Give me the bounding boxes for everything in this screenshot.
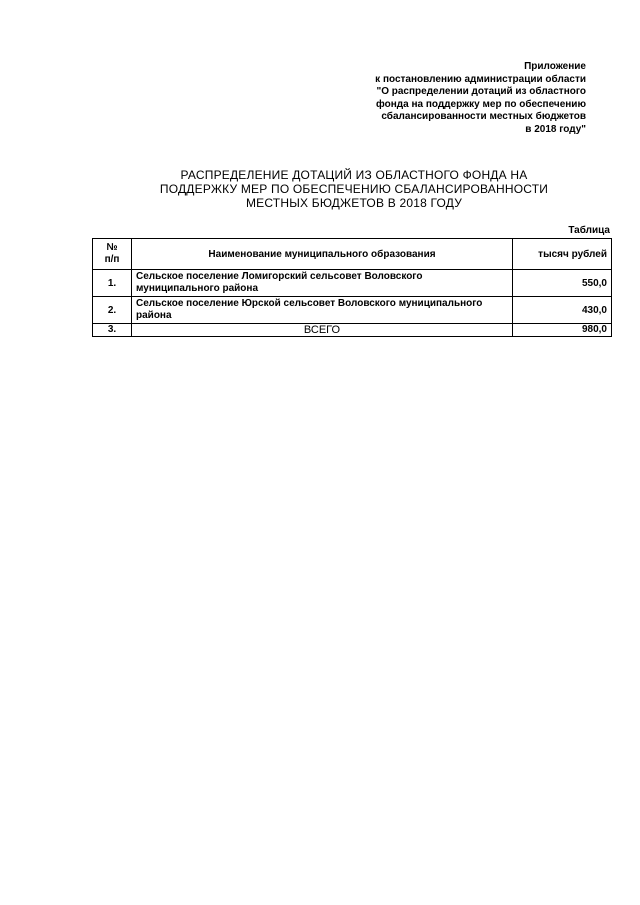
appendix-line: в 2018 году": [525, 123, 586, 135]
table-label: Таблица: [568, 225, 610, 236]
header-number-line2: п/п: [104, 254, 120, 265]
header-number: [93, 239, 132, 270]
total-value: 980,0: [513, 324, 612, 337]
appendix-line: сбалансированности местных бюджетов: [381, 111, 586, 122]
title-line: РАСПРЕДЕЛЕНИЕ ДОТАЦИЙ ИЗ ОБЛАСТНОГО ФОНДА НА: [180, 168, 528, 182]
row-name: Сельское поселение Юрской сельсовет Воловского муниципального района: [132, 297, 513, 324]
header-number-line1: №: [106, 242, 118, 253]
title-line: МЕСТНЫХ БЮДЖЕТОВ В 2018 ГОДУ: [245, 196, 463, 210]
row-value: 550,0: [513, 270, 612, 297]
table-row: [93, 297, 612, 324]
appendix-block: [286, 61, 586, 136]
appendix-line: фонда на поддержку мер по обеспечению: [375, 98, 586, 110]
distribution-table: [92, 238, 612, 337]
total-label: ВСЕГО: [132, 324, 513, 337]
document-title: [140, 168, 568, 210]
title-line: ПОДДЕРЖКУ МЕР ПО ОБЕСПЕЧЕНИЮ СБАЛАНСИРОВАННОСТИ: [159, 182, 549, 196]
row-name: Сельское поселение Ломигорский сельсовет Воловского муниципального района: [132, 270, 513, 297]
header-name: Наименование муниципального образования: [132, 239, 513, 270]
header-unit: тысяч рублей: [513, 239, 612, 270]
table-total-row: [93, 324, 612, 337]
appendix-line: к постановлению администрации области: [375, 73, 586, 85]
row-number: 1.: [93, 270, 132, 297]
appendix-line: "О распределении дотаций из областного: [376, 86, 586, 97]
table-row: [93, 270, 612, 297]
row-number: 2.: [93, 297, 132, 324]
total-number: 3.: [93, 324, 132, 337]
table-header-row: [93, 239, 612, 270]
row-value: 430,0: [513, 297, 612, 324]
appendix-line: Приложение: [524, 61, 586, 72]
